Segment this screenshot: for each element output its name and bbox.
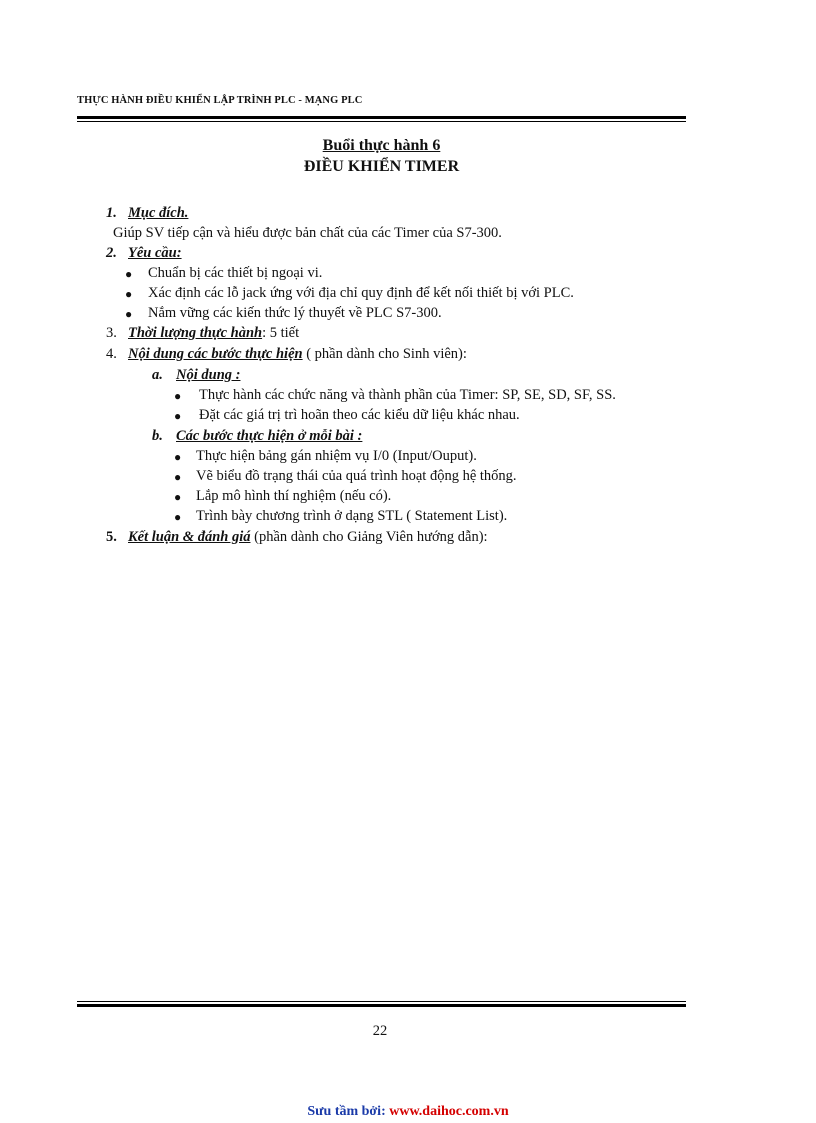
header-rule-thick	[77, 116, 686, 119]
section-2-item: Xác định các lỗ jack ứng với địa chỉ quy định để kết nối thiết bị với PLC.	[148, 285, 574, 301]
subsection-a-heading: Nội dung :	[176, 367, 241, 383]
subsection-a-label: a.	[152, 367, 163, 383]
section-3-text: : 5 tiết	[262, 325, 300, 341]
bullet-icon: ●	[174, 389, 182, 403]
section-5-heading: Kết luận & đánh giá	[128, 529, 251, 545]
section-3-number: 3.	[106, 325, 117, 341]
bullet-icon: ●	[174, 470, 182, 484]
subsection-b-item: Lắp mô hình thí nghiệm (nếu có).	[196, 488, 392, 504]
section-5-number: 5.	[106, 529, 117, 545]
bullet-icon: ●	[125, 267, 133, 281]
section-5-line	[128, 529, 488, 546]
header-rule-thin	[77, 121, 686, 122]
section-2-heading: Yêu cầu:	[128, 245, 182, 261]
section-5-text: (phần dành cho Giảng Viên hướng dẫn):	[250, 529, 488, 545]
session-title: Buổi thực hành 6	[322, 137, 441, 154]
subsection-b-label: b.	[152, 428, 163, 444]
running-header: THỰC HÀNH ĐIỀU KHIỂN LẬP TRÌNH PLC - MẠNG PLC	[77, 95, 363, 106]
bullet-icon: ●	[174, 510, 182, 524]
section-2-number: 2.	[106, 245, 117, 261]
section-1-heading: Mục đích.	[128, 205, 189, 221]
subsection-b-item: Vẽ biểu đồ trạng thái của quá trình hoạt động hệ thống.	[196, 468, 517, 484]
bullet-icon: ●	[125, 307, 133, 321]
section-2-item: Nắm vững các kiến thức lý thuyết về PLC S7-300.	[148, 305, 442, 321]
subsection-a-item: Đặt các giá trị trì hoãn theo các kiểu dữ liệu khác nhau.	[199, 407, 520, 423]
bullet-icon: ●	[125, 287, 133, 301]
subsection-a-item: Thực hành các chức năng và thành phần của Timer: SP, SE, SD, SF, SS.	[199, 387, 616, 403]
section-3-heading: Thời lượng thực hành	[128, 325, 263, 341]
section-4-line	[128, 346, 467, 363]
source-footer	[0, 1104, 816, 1120]
section-2-item: Chuẩn bị các thiết bị ngoại vi.	[148, 265, 323, 281]
footer-link[interactable]: www.daihoc.com.vn	[389, 1104, 509, 1119]
section-3-line	[128, 325, 299, 342]
bullet-icon: ●	[174, 450, 182, 464]
footer-rule-thick	[77, 1004, 686, 1007]
subsection-b-item: Trình bày chương trình ở dạng STL ( Statement List).	[196, 508, 508, 524]
footer-label: Sưu tầm bởi:	[307, 1104, 386, 1119]
section-1-text: Giúp SV tiếp cận và hiểu được bản chất của các Timer của S7-300.	[113, 225, 502, 241]
main-title: ĐIỀU KHIỂN TIMER	[303, 158, 460, 175]
bullet-icon: ●	[174, 409, 182, 423]
footer-rule-thin	[77, 1001, 686, 1002]
subsection-b-heading: Các bước thực hiện ở mỗi bài :	[176, 428, 363, 444]
section-1-number: 1.	[106, 205, 117, 221]
subsection-b-item: Thực hiện bảng gán nhiệm vụ I/0 (Input/Ouput).	[196, 448, 477, 464]
section-4-heading: Nội dung các bước thực hiện	[128, 346, 303, 362]
page-number: 22	[372, 1023, 388, 1039]
section-4-number: 4.	[106, 346, 117, 362]
section-4-text: ( phần dành cho Sinh viên):	[302, 346, 467, 362]
bullet-icon: ●	[174, 490, 182, 504]
